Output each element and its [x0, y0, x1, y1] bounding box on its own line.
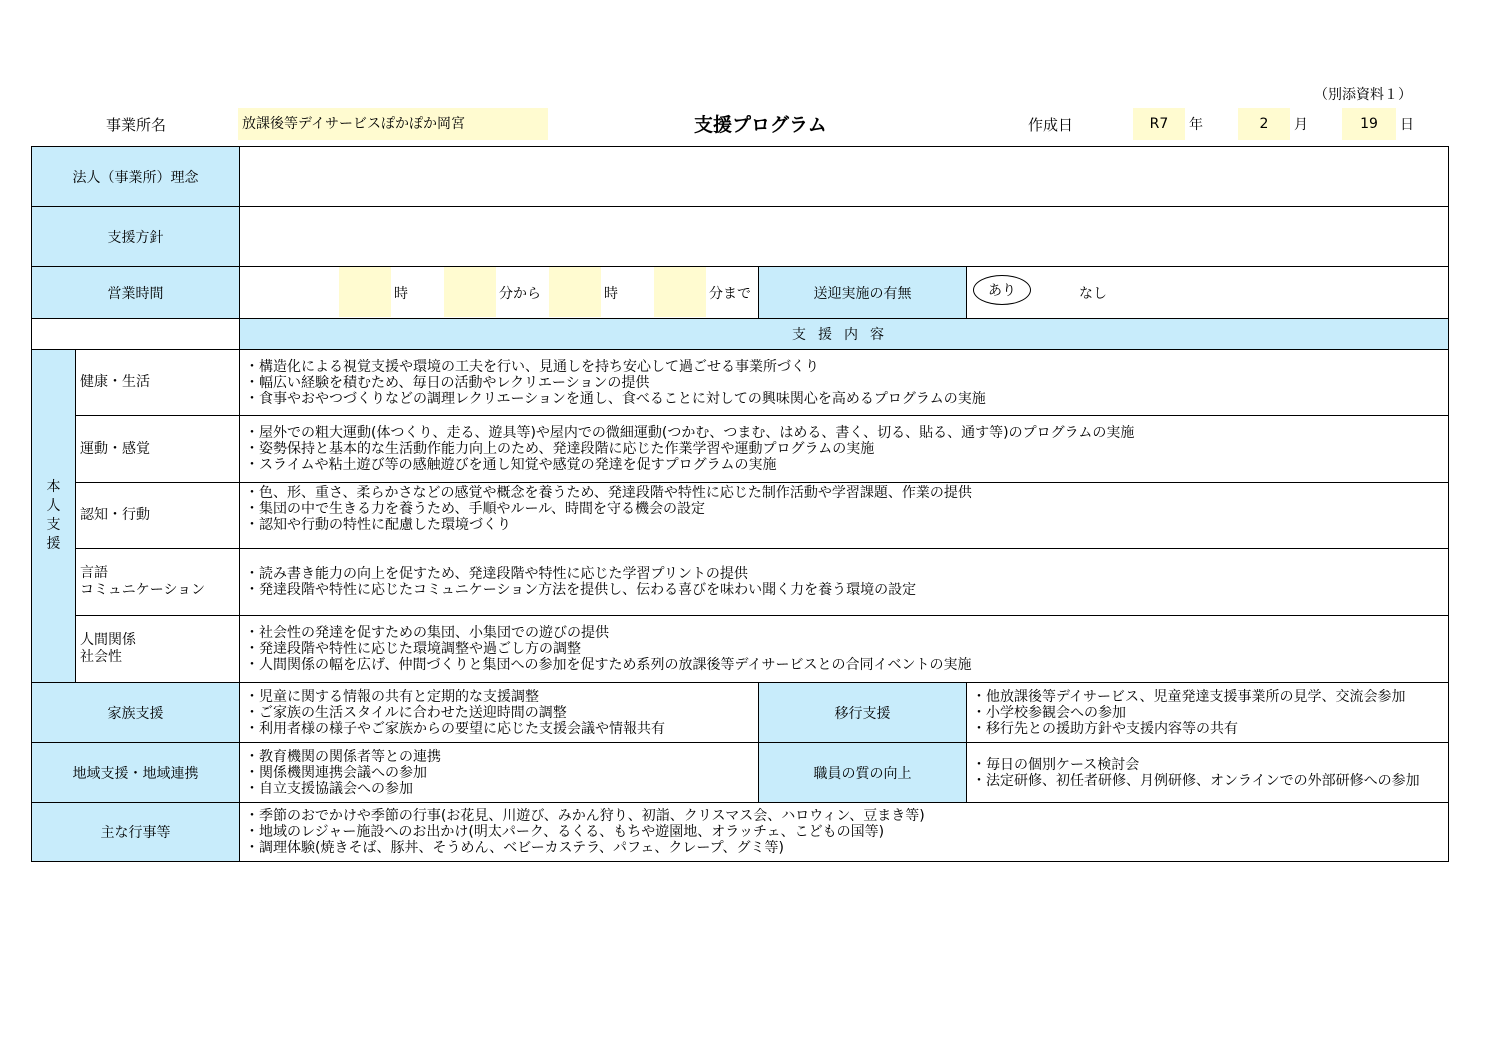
area-label-line: コミュニケーション — [80, 582, 206, 598]
list-item: ・教育機関の関係者等との連携 — [245, 748, 441, 765]
list-item: ・他放課後等デイサービス、児童発達支援事業所の見学、交流会参加 — [972, 688, 1406, 705]
area-content-cognition — [240, 483, 1449, 549]
list-item: ・調理体験(焼きそば、豚丼、そうめん、ベビーカステラ、パフェ、クレープ、グミ等) — [245, 840, 785, 856]
staff-quality-label: 職員の質の向上 — [759, 743, 967, 803]
community-support-label: 地域支援・地域連携 — [32, 743, 240, 803]
list-item: ・発達段階や特性に応じた環境調整や過ごし方の調整 — [245, 641, 581, 657]
support-program-table — [31, 146, 1449, 862]
area-label-health: 健康・生活 — [76, 350, 240, 416]
list-item: ・読み書き能力の向上を促すため、発達段階や特性に応じた学習プリントの提供 — [245, 566, 748, 582]
area-label-motor: 運動・感覚 — [76, 416, 240, 483]
area-label-line: 社会性 — [80, 649, 122, 665]
hours-row — [32, 267, 1449, 319]
philosophy-label: 法人（事業所）理念 — [32, 147, 240, 207]
list-item: ・姿勢保持と基本的な生活動作能力向上のため、発達段階に応じた作業学習や運動プログラムの実施 — [245, 441, 875, 457]
list-item: ・スライムや粘土遊び等の感触遊びを通し知覚や感覚の発達を促すプログラムの実施 — [245, 457, 777, 473]
close-minute-unit: 分まで — [709, 286, 751, 302]
personal-support-row — [32, 416, 1449, 483]
personal-support-row — [32, 616, 1449, 683]
day-unit-label: 日 — [1400, 117, 1414, 133]
page-title: 支援プログラム — [694, 114, 827, 136]
list-item: ・児童に関する情報の共有と定期的な支援調整 — [245, 688, 539, 705]
created-day-field[interactable]: 19 — [1342, 108, 1396, 140]
policy-row — [32, 207, 1449, 267]
transition-support-content — [967, 683, 1449, 743]
events-label: 主な行事等 — [32, 803, 240, 862]
personal-support-row — [32, 483, 1449, 549]
list-item: ・屋外での粗大運動(体つくり、走る、遊具等)や屋内での微細運動(つかむ、つまむ、はめる、書く、切る、貼る、通す等)のプログラムの実施 — [245, 425, 1135, 441]
area-label-social — [76, 616, 240, 683]
month-unit-label: 月 — [1294, 117, 1308, 133]
open-hour-unit: 時 — [394, 286, 408, 302]
created-date-label: 作成日 — [1028, 116, 1074, 134]
close-hour-field[interactable] — [549, 267, 601, 317]
support-content-header: 支援内容 — [240, 319, 1449, 350]
area-label-line: 言語 — [80, 565, 108, 581]
area-label-cognition: 認知・行動 — [76, 483, 240, 549]
philosophy-row — [32, 147, 1449, 207]
personal-support-row — [32, 350, 1449, 416]
transport-options — [967, 267, 1449, 319]
list-item: ・社会性の発達を促すための集団、小集団での遊びの提供 — [245, 625, 609, 641]
open-minute-unit: 分から — [499, 286, 541, 302]
area-content-social — [240, 616, 1449, 683]
area-content-health — [240, 350, 1449, 416]
support-content-header-blank — [32, 319, 240, 350]
hours-label: 営業時間 — [32, 267, 240, 319]
area-content-motor — [240, 416, 1449, 483]
personal-support-label — [32, 350, 76, 683]
created-month-field[interactable]: 2 — [1238, 108, 1290, 140]
list-item: ・法定研修、初任者研修、月例研修、オンラインでの外部研修への参加 — [972, 772, 1420, 789]
list-item: ・人間関係の幅を広げ、仲間づくりと集団への参加を促すため系列の放課後等デイサービスとの合同イベントの実施 — [245, 657, 972, 673]
community-support-content — [240, 743, 759, 803]
list-item: ・移行先との援助方針や支援内容等の共有 — [972, 720, 1238, 737]
list-item: ・発達段階や特性に応じたコミュニケーション方法を提供し、伝わる喜びを味わい聞く力を養う環境の設定 — [245, 582, 917, 598]
transition-support-label: 移行支援 — [759, 683, 967, 743]
list-item: ・季節のおでかけや季節の行事(お花見、川遊び、みかん狩り、初詣、クリスマス会、ハロウィン、豆まき等) — [245, 808, 925, 824]
support-content-header-row — [32, 319, 1449, 350]
list-item: ・集団の中で生きる力を養うため、手順やルール、時間を守る機会の設定 — [245, 501, 706, 517]
open-minute-field[interactable] — [444, 267, 496, 317]
events-row — [32, 803, 1449, 862]
list-item: ・幅広い経験を積むため、毎日の活動やレクリエーションの提供 — [245, 374, 650, 391]
family-support-content — [240, 683, 759, 743]
office-name-field[interactable]: 放課後等デイサービスぽかぽか岡宮 — [238, 108, 548, 140]
area-label-line: 人間関係 — [80, 632, 136, 648]
created-year-field[interactable]: R7 — [1133, 108, 1185, 140]
list-item: ・利用者様の様子やご家族からの要望に応じた支援会議や情報共有 — [245, 720, 665, 737]
transport-no-option[interactable]: なし — [1079, 286, 1107, 302]
list-item: ・関係機関連携会議への参加 — [245, 764, 427, 781]
list-item: ・食事やおやつづくりなどの調理レクリエーションを通し、食べることに対しての興味関心を高めるプログラムの実施 — [245, 390, 986, 407]
list-item: ・構造化による視覚支援や環境の工夫を行い、見通しを持ち安心して過ごせる事業所づくり — [245, 358, 819, 375]
list-item: ・色、形、重さ、柔らかさなどの感覚や概念を養うため、発達段階や特性に応じた制作活動や学習課題、作業の提供 — [245, 485, 972, 501]
area-label-language — [76, 549, 240, 616]
policy-label: 支援方針 — [32, 207, 240, 267]
list-item: ・ご家族の生活スタイルに合わせた送迎時間の調整 — [245, 704, 567, 721]
family-transition-row — [32, 683, 1449, 743]
philosophy-field[interactable] — [240, 147, 1449, 207]
events-content — [240, 803, 1449, 862]
list-item: ・自立支援協議会への参加 — [245, 780, 413, 797]
annex-label: （別添資料１） — [1314, 87, 1412, 103]
close-minute-field[interactable] — [654, 267, 706, 317]
close-hour-unit: 時 — [604, 286, 618, 302]
office-name-label: 事業所名 — [106, 116, 167, 134]
policy-field[interactable] — [240, 207, 1449, 267]
list-item: ・地域のレジャー施設へのお出かけ(明太パーク、るくる、もちや遊園地、オラッチェ、こどもの国等) — [245, 824, 885, 840]
staff-quality-content — [967, 743, 1449, 803]
transport-yes-option[interactable]: あり — [973, 275, 1031, 305]
hours-cell — [240, 267, 759, 319]
open-hour-field[interactable] — [339, 267, 391, 317]
list-item: ・小学校参観会への参加 — [972, 704, 1126, 721]
community-staff-row — [32, 743, 1449, 803]
area-content-language — [240, 549, 1449, 616]
family-support-label: 家族支援 — [32, 683, 240, 743]
list-item: ・毎日の個別ケース検討会 — [972, 756, 1140, 773]
transport-label: 送迎実施の有無 — [759, 267, 967, 319]
personal-support-row — [32, 549, 1449, 616]
personal-support-label-text: 本 人 支 援 — [46, 479, 61, 552]
year-unit-label: 年 — [1189, 117, 1203, 133]
list-item: ・認知や行動の特性に配慮した環境づくり — [245, 517, 511, 533]
